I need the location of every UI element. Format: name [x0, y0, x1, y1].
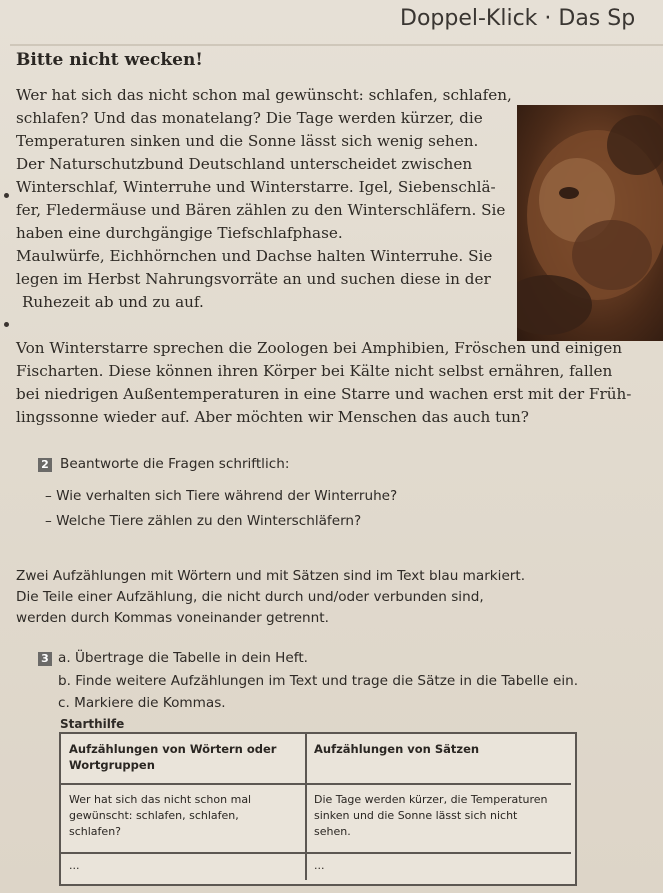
text-line: Temperaturen sinken und die Sonne lässt sich wenig sehen.	[16, 132, 479, 150]
animal-photo	[517, 105, 663, 341]
text-line: Fischarten. Diese können ihren Körper bei Kälte nicht selbst ernähren, fallen	[16, 362, 613, 380]
margin-dot	[4, 322, 9, 327]
task3-c: c. Markiere die Kommas.	[58, 695, 226, 711]
margin-dot	[4, 193, 9, 198]
task2-prompt: Beantworte die Fragen schriftlich:	[60, 456, 290, 472]
table-column-divider	[305, 734, 307, 880]
task2-question-2: – Welche Tiere zählen zu den Winterschläfern?	[45, 513, 362, 529]
table-cell-example-sentences: Die Tage werden kürzer, die Temperaturen sinken und die Sonne lässt sich nicht sehen.	[314, 793, 548, 838]
text-line: Von Winterstarre sprechen die Zoologen bei Amphibien, Fröschen und einigen	[16, 339, 622, 357]
article-paragraph-1	[16, 84, 521, 314]
text-line: legen im Herbst Nahrungsvorräte an und suchen diese in der	[16, 270, 491, 288]
text-line: Ruhezeit ab und zu auf.	[22, 293, 204, 311]
text-line: Maulwürfe, Eichhörnchen und Dachse halten Winterruhe. Sie	[16, 247, 493, 265]
task-number-2: 2	[38, 458, 52, 472]
text-line: schlafen? Und das monatelang? Die Tage werden kürzer, die	[16, 109, 483, 127]
starthilfe-label: Starthilfe	[60, 717, 125, 731]
task2-question-1: – Wie verhalten sich Tiere während der Winterruhe?	[45, 488, 398, 504]
task3-b: b. Finde weitere Aufzählungen im Text und trage die Sätze in die Tabelle ein.	[58, 673, 579, 689]
text-line: Wer hat sich das nicht schon mal gewünscht: schlafen, schlafen,	[16, 86, 512, 104]
text-line: bei niedrigen Außentemperaturen in eine Starre und wachen erst mit der Früh-	[16, 385, 632, 403]
table-header-sentences: Aufzählungen von Sätzen	[314, 742, 480, 756]
info-line-2: Die Teile einer Aufzählung, die nicht durch und/oder verbunden sind,	[16, 589, 484, 605]
table-row-divider	[61, 852, 571, 854]
table-cell-placeholder-words: ...	[69, 859, 80, 872]
article-paragraph-2	[16, 337, 636, 429]
task3-a: a. Übertrage die Tabelle in dein Heft.	[58, 650, 308, 666]
header-title: Doppel-Klick · Das Sp	[400, 6, 636, 31]
table-cell-placeholder-sentences: ...	[314, 859, 325, 872]
table-row-divider	[61, 783, 571, 785]
table-header-words: Aufzählungen von Wörtern oder Wortgruppen	[69, 742, 277, 772]
text-line: lingssonne wieder auf. Aber möchten wir Menschen das auch tun?	[16, 408, 529, 426]
page-header	[10, 0, 663, 46]
task-number-3: 3	[38, 652, 52, 666]
article-heading: Bitte nicht wecken!	[16, 50, 203, 70]
starthilfe-table	[59, 732, 577, 886]
hibernating-animal-image	[517, 105, 663, 341]
info-line-3: werden durch Kommas voneinander getrennt.	[16, 610, 329, 626]
text-line: Der Naturschutzbund Deutschland unterscheidet zwischen	[16, 155, 473, 173]
table-cell-example-words: Wer hat sich das nicht schon mal gewünscht: schlafen, schlafen, schlafen?	[69, 793, 252, 838]
text-line: fer, Fledermäuse und Bären zählen zu den Winterschläfern. Sie	[16, 201, 506, 219]
text-line: Winterschlaf, Winterruhe und Winterstarre. Igel, Siebenschlä-	[16, 178, 496, 196]
text-line: haben eine durchgängige Tiefschlafphase.	[16, 224, 343, 242]
info-line-1: Zwei Aufzählungen mit Wörtern und mit Sätzen sind im Text blau markiert.	[16, 568, 526, 584]
